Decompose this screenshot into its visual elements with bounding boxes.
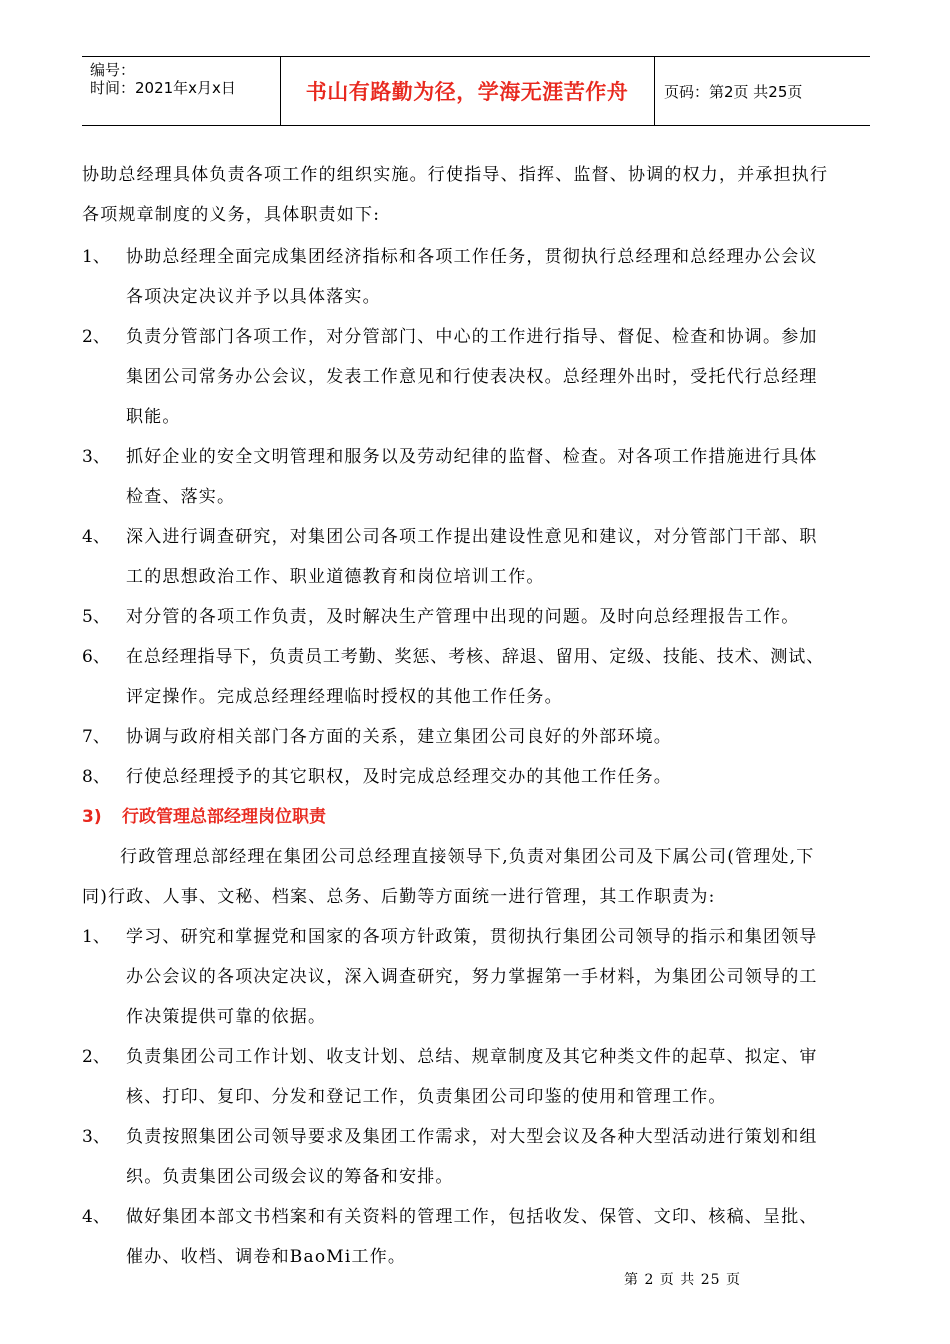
- list-item-line: 深入进行调查研究，对集团公司各项工作提出建设性意见和建议，对分管部门干部、职: [126, 527, 818, 547]
- list-item-line: 催办、收档、调卷和BaoMi工作。: [126, 1247, 407, 1267]
- header-meta: [82, 57, 281, 125]
- intro-line-1: 协助总经理具体负责各项工作的组织实施。行使指导、指挥、监督、协调的权力，并承担执行: [82, 165, 829, 185]
- header-page-info: 页码：第2页 共25页: [664, 82, 803, 101]
- list-item-number: 7、: [82, 727, 110, 747]
- list-item-line: 协助总经理全面完成集团经济指标和各项工作任务，贯彻执行总经理和总经理办公会议: [126, 247, 818, 267]
- list-item-line: 核、打印、复印、分发和登记工作，负责集团公司印鉴的使用和管理工作。: [126, 1087, 727, 1107]
- list-item-line: 抓好企业的安全文明管理和服务以及劳动纪律的监督、检查。对各项工作措施进行具体: [126, 447, 818, 467]
- list-item-number: 8、: [82, 767, 110, 787]
- list-item-line: 织。负责集团公司级会议的筹备和安排。: [126, 1167, 454, 1187]
- list-item-line: 负责分管部门各项工作，对分管部门、中心的工作进行指导、督促、检查和协调。参加: [126, 327, 818, 347]
- intro-line-2: 各项规章制度的义务，具体职责如下:: [82, 205, 381, 225]
- list-item-line: 职能。: [126, 407, 181, 427]
- list-item-line: 作决策提供可靠的依据。: [126, 1007, 327, 1027]
- section-intro-line-1: 行政管理总部经理在集团公司总经理直接领导下,负责对集团公司及下属公司(管理处,下: [120, 847, 815, 867]
- list-item-line: 做好集团本部文书档案和有关资料的管理工作，包括收发、保管、文印、核稿、呈批、: [126, 1207, 818, 1227]
- list-item-number: 2、: [82, 327, 110, 347]
- list-item-line: 协调与政府相关部门各方面的关系，建立集团公司良好的外部环境。: [126, 727, 672, 747]
- list-item-number: 3、: [82, 447, 110, 467]
- list-item-number: 6、: [82, 647, 110, 667]
- list-item-line: 办公会议的各项决定决议，深入调查研究，努力掌握第一手材料，为集团公司领导的工: [126, 967, 818, 987]
- list-item-number: 4、: [82, 1207, 110, 1227]
- list-item-line: 负责集团公司工作计划、收支计划、总结、规章制度及其它种类文件的起草、拟定、审: [126, 1047, 818, 1067]
- list-item-line: 评定操作。完成总经理经理临时授权的其他工作任务。: [126, 687, 563, 707]
- list-item-line: 对分管的各项工作负责，及时解决生产管理中出现的问题。及时向总经理报告工作。: [126, 607, 800, 627]
- list-item-line: 集团公司常务办公会议，发表工作意见和行使表决权。总经理外出时，受托代行总经理: [126, 367, 818, 387]
- list-item-line: 在总经理指导下，负责员工考勤、奖惩、考核、辞退、留用、定级、技能、技术、测试、: [126, 647, 825, 667]
- list-item-line: 行使总经理授予的其它职权，及时完成总经理交办的其他工作任务。: [126, 767, 672, 787]
- section-number: 3): [82, 807, 102, 827]
- list-item-number: 3、: [82, 1127, 110, 1147]
- list-item-number: 1、: [82, 247, 110, 267]
- list-item-line: 各项决定决议并予以具体落实。: [126, 287, 381, 307]
- header-motto: 书山有路勤为径，学海无涯苦作舟: [280, 57, 655, 125]
- list-item-number: 2、: [82, 1047, 110, 1067]
- list-item-line: 工的思想政治工作、职业道德教育和岗位培训工作。: [126, 567, 545, 587]
- document-number-label: 编号：: [90, 61, 136, 79]
- page-footer: 第 2 页 共 25 页: [624, 1272, 741, 1288]
- page-header: [82, 56, 870, 126]
- list-item-number: 4、: [82, 527, 110, 547]
- list-item-number: 5、: [82, 607, 110, 627]
- document-time: 时间：2021年x月x日: [90, 79, 236, 97]
- section-intro-line-2: 同)行政、人事、文秘、档案、总务、后勤等方面统一进行管理，其工作职责为:: [82, 887, 716, 907]
- list-item-line: 学习、研究和掌握党和国家的各项方针政策，贯彻执行集团公司领导的指示和集团领导: [126, 927, 818, 947]
- list-item-line: 检查、落实。: [126, 487, 236, 507]
- list-item-number: 1、: [82, 927, 110, 947]
- list-item-line: 负责按照集团公司领导要求及集团工作需求，对大型会议及各种大型活动进行策划和组: [126, 1127, 818, 1147]
- section-title: 行政管理总部经理岗位职责: [122, 807, 326, 827]
- section-heading: [82, 802, 326, 827]
